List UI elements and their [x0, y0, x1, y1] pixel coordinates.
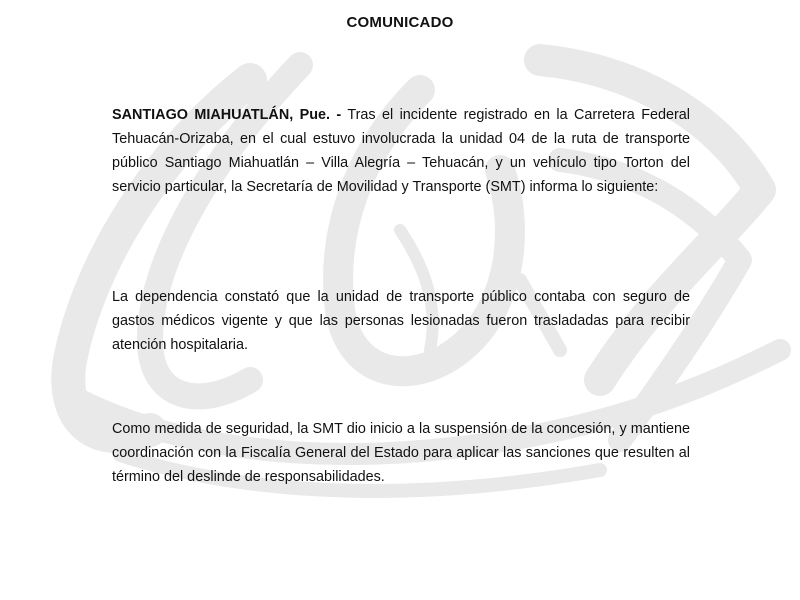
paragraph-1-body: Tras el incidente registrado en la Carretera Federal Tehuacán-Orizaba, en el cual estuvo involucrada la unidad 04 de la ruta de transporte público Santiago Miahuatlán – Villa Alegría – Tehuacán, y un vehículo tipo Torton del servicio particular, la Secretaría de Movilidad y Transporte (SMT) informa lo siguiente:: [112, 107, 690, 195]
paragraph-3: Como medida de seguridad, la SMT dio inicio a la suspensión de la concesión, y mantiene coordinación con la Fiscalía General del Estado para aplicar las sanciones que resulten al término del deslinde de responsabilidades.: [112, 421, 690, 485]
paragraph-1-lead: SANTIAGO MIAHUATLÁN, Pue. -: [112, 107, 342, 123]
paragraph-1: [112, 103, 690, 199]
paragraph-2: La dependencia constató que la unidad de transporte público contaba con seguro de gastos médicos vigente y que las personas lesionadas fueron trasladadas para recibir atención hospitalaria.: [112, 289, 690, 353]
document-title: COMUNICADO: [346, 14, 454, 31]
